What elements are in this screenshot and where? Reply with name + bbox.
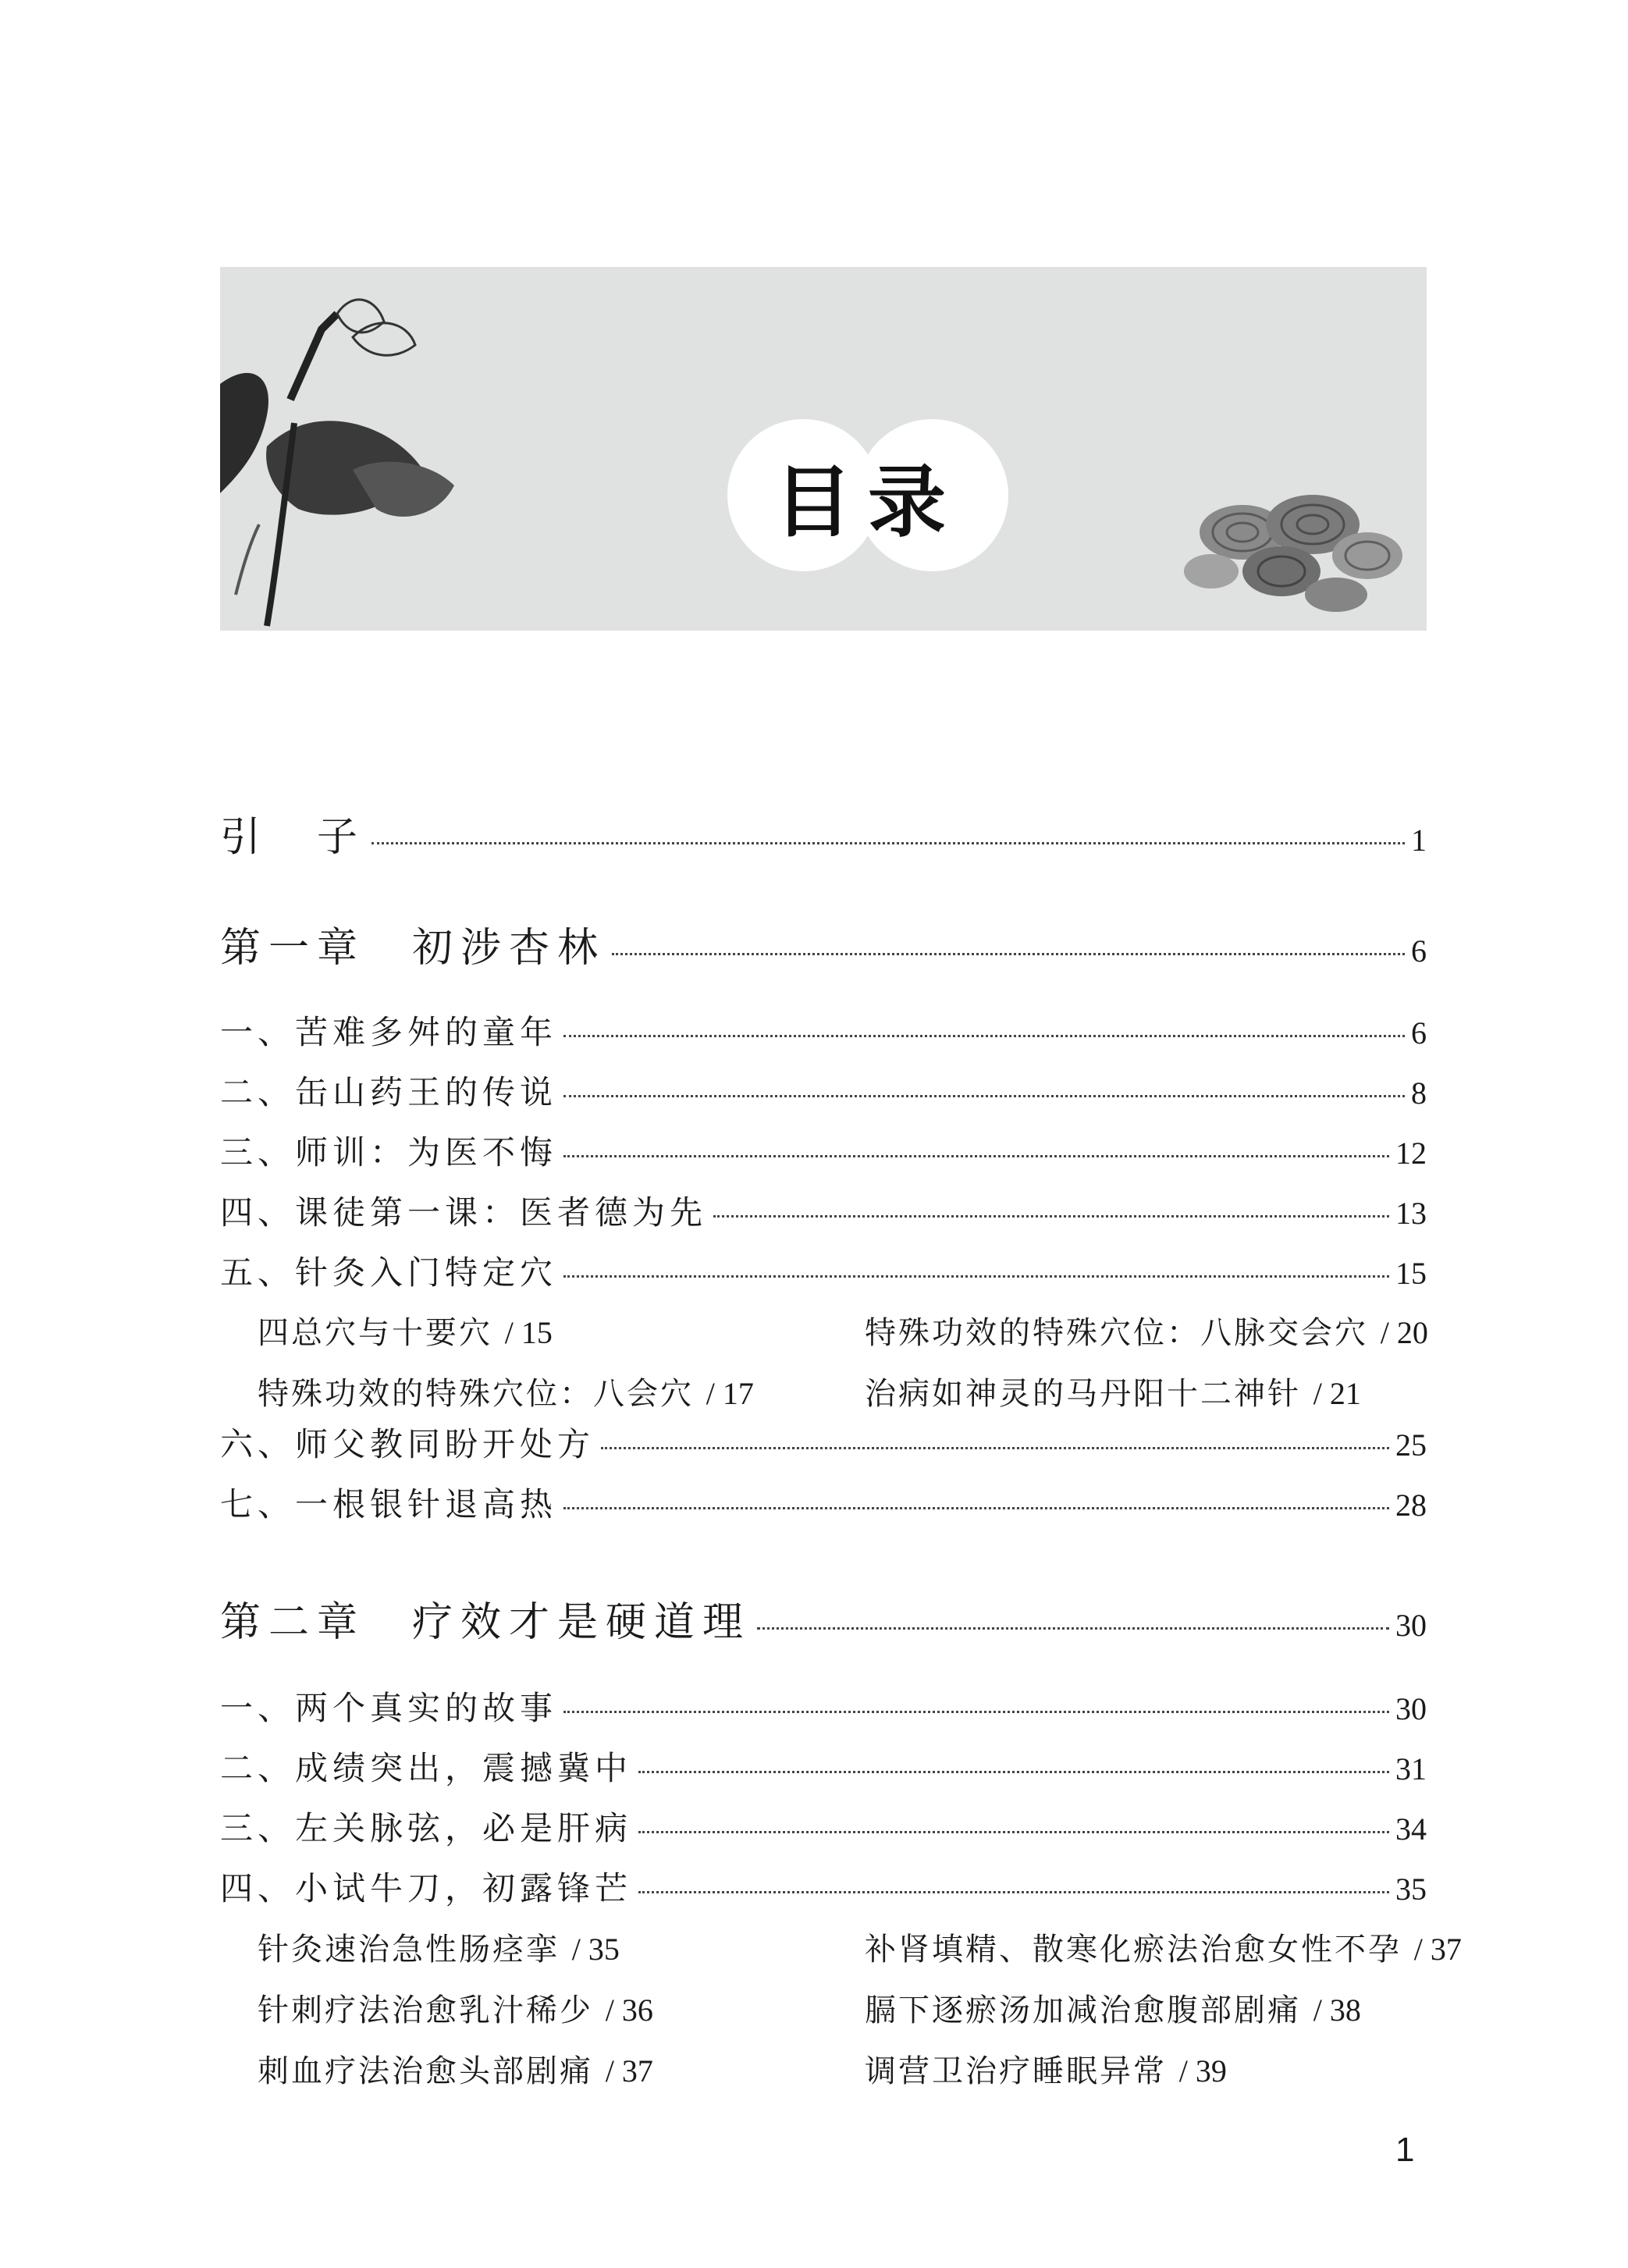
leader-dots xyxy=(638,1891,1389,1893)
page-title: 目录 xyxy=(774,456,962,548)
subsection-entry[interactable] xyxy=(865,2046,1227,2091)
subsection-page: / 15 xyxy=(504,1315,553,1350)
toc-section[interactable] xyxy=(220,1743,1427,1790)
toc-intro[interactable] xyxy=(220,804,1427,862)
section-label: 七、一根银针退高热 xyxy=(220,1485,558,1523)
leader-dots xyxy=(713,1215,1389,1218)
toc-section[interactable] xyxy=(220,1067,1427,1114)
section-page: 13 xyxy=(1395,1196,1427,1231)
toc-chapter-2[interactable] xyxy=(220,1589,1427,1648)
section-label: 四、小试牛刀，初露锋芒 xyxy=(220,1869,633,1907)
section-page: 25 xyxy=(1395,1427,1427,1463)
chapter-2-number: 第二章 xyxy=(220,1599,366,1646)
section-label: 二、缶山药王的传说 xyxy=(220,1073,558,1111)
leader-dots xyxy=(563,1711,1389,1713)
section-label: 二、成绩突出，震撼冀中 xyxy=(220,1749,633,1787)
subsection-title: 四总穴与十要穴 xyxy=(258,1315,492,1351)
subsection-page: / 36 xyxy=(605,1992,653,2028)
subsection-title: 调营卫治疗睡眠异常 xyxy=(865,2053,1167,2089)
toc-section[interactable] xyxy=(220,1803,1427,1850)
subsection-title: 刺血疗法治愈头部剧痛 xyxy=(258,2053,593,2089)
section-page: 15 xyxy=(1395,1256,1427,1291)
leader-dots xyxy=(638,1831,1389,1833)
subsection-title: 特殊功效的特殊穴位：八会穴 xyxy=(258,1376,694,1412)
subsection-title: 针灸速治急性肠痉挛 xyxy=(258,1932,560,1968)
section-label: 四、课徒第一课：医者德为先 xyxy=(220,1193,708,1232)
section-label: 三、师训：为医不悔 xyxy=(220,1133,558,1171)
toc-section[interactable] xyxy=(220,1127,1427,1174)
section-page: 8 xyxy=(1411,1075,1427,1111)
lotus-ink-illustration xyxy=(220,267,501,631)
subsection-title: 特殊功效的特殊穴位：八脉交会穴 xyxy=(865,1315,1368,1351)
herb-slices-illustration xyxy=(1180,478,1414,618)
leader-dots xyxy=(563,1095,1405,1097)
section-page: 31 xyxy=(1395,1751,1427,1786)
chapter-1-number: 第一章 xyxy=(220,925,366,972)
subsection-entry[interactable] xyxy=(258,1985,653,2030)
chapter-2-title: 疗效才是硬道理 xyxy=(412,1599,752,1646)
subsection-page: / 35 xyxy=(571,1932,620,1967)
subsection-entry[interactable] xyxy=(865,1369,1361,1413)
subsection-entry[interactable] xyxy=(258,2046,653,2091)
toc-section[interactable] xyxy=(220,1683,1427,1729)
section-label: 三、左关脉弦，必是肝病 xyxy=(220,1809,633,1847)
toc-intro-page: 1 xyxy=(1411,823,1427,858)
section-page: 34 xyxy=(1395,1811,1427,1847)
subsection-entry[interactable] xyxy=(865,1308,1428,1353)
header-banner xyxy=(220,267,1427,631)
section-page: 35 xyxy=(1395,1872,1427,1907)
subsection-page: / 38 xyxy=(1313,1992,1361,2028)
subsection-title: 治病如神灵的马丹阳十二神针 xyxy=(865,1376,1301,1412)
toc-section[interactable] xyxy=(220,1479,1427,1526)
subsection-entry[interactable] xyxy=(258,1925,620,1969)
chapter-1-title: 初涉杏林 xyxy=(412,925,606,972)
subsection-entry[interactable] xyxy=(258,1308,553,1353)
leader-dots xyxy=(612,953,1405,955)
chapter-1-label xyxy=(220,915,606,973)
section-page: 30 xyxy=(1395,1691,1427,1726)
toc-section[interactable] xyxy=(220,1187,1427,1234)
toc-section[interactable] xyxy=(220,1247,1427,1294)
subsection-title: 膈下逐瘀汤加减治愈腹部剧痛 xyxy=(865,1992,1301,2028)
toc-section[interactable] xyxy=(220,1419,1427,1466)
leader-dots xyxy=(757,1627,1389,1630)
subsection-title: 针刺疗法治愈乳汁稀少 xyxy=(258,1992,593,2028)
section-label: 五、针灸入门特定穴 xyxy=(220,1253,558,1292)
subsection-page: / 39 xyxy=(1178,2053,1227,2088)
page-number: 1 xyxy=(1395,2131,1415,2169)
section-page: 12 xyxy=(1395,1136,1427,1171)
leader-dots xyxy=(563,1155,1389,1157)
subsection-page: / 21 xyxy=(1313,1376,1361,1411)
section-label: 一、两个真实的故事 xyxy=(220,1689,558,1727)
leader-dots xyxy=(563,1507,1389,1509)
toc-chapter-1[interactable] xyxy=(220,915,1427,973)
subsection-page: / 37 xyxy=(1413,1932,1462,1967)
section-page: 6 xyxy=(1411,1015,1427,1050)
chapter-1-page: 6 xyxy=(1411,933,1427,969)
subsection-page: / 17 xyxy=(706,1376,754,1411)
leader-dots xyxy=(638,1771,1389,1773)
subsection-entry[interactable] xyxy=(865,1985,1361,2030)
chapter-2-page: 30 xyxy=(1395,1608,1427,1643)
leader-dots xyxy=(371,842,1405,844)
subsection-entry[interactable] xyxy=(258,1369,754,1413)
section-label: 一、苦难多舛的童年 xyxy=(220,1013,558,1051)
subsection-title: 补肾填精、散寒化瘀法治愈女性不孕 xyxy=(865,1932,1402,1968)
leader-dots xyxy=(563,1035,1405,1037)
toc-section[interactable] xyxy=(220,1863,1427,1910)
subsection-page: / 37 xyxy=(605,2053,653,2088)
leader-dots xyxy=(563,1275,1389,1278)
subsection-entry[interactable] xyxy=(865,1925,1462,1969)
section-page: 28 xyxy=(1395,1488,1427,1523)
toc-intro-label: 引 子 xyxy=(220,814,366,861)
leader-dots xyxy=(601,1447,1389,1449)
chapter-2-label xyxy=(220,1589,751,1648)
subsection-page: / 20 xyxy=(1380,1315,1428,1350)
toc-section[interactable] xyxy=(220,1007,1427,1054)
section-label: 六、师父教同盼开处方 xyxy=(220,1425,595,1463)
